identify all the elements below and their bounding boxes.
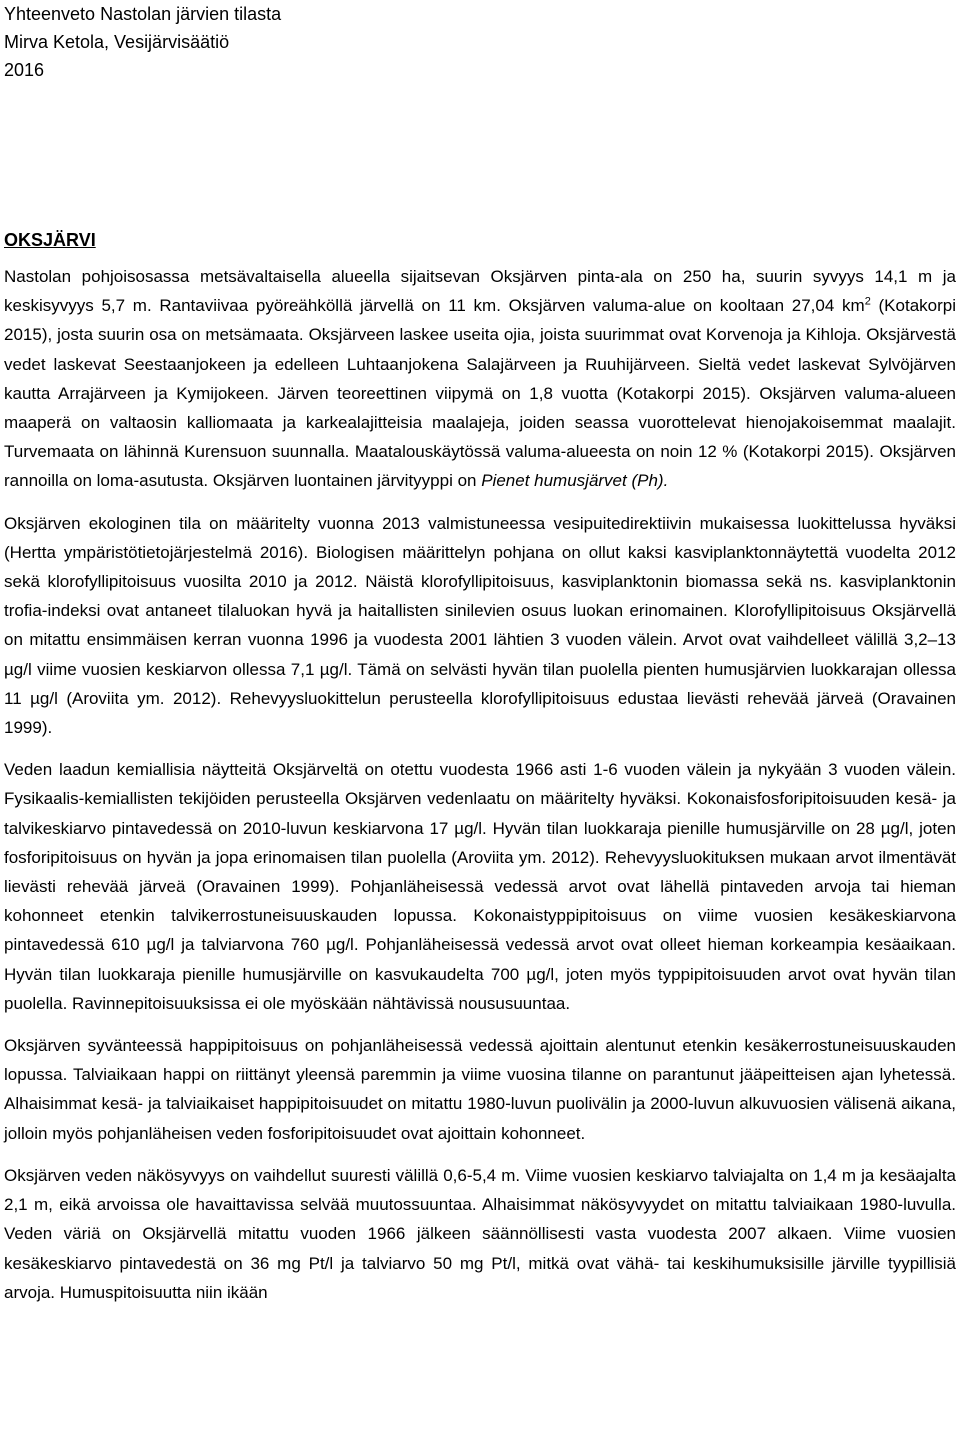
paragraph-overview-text-2: (Kotakorpi 2015), josta suurin osa on metsämaata. Oksjärveen laskee useita ojia, joista suurimmat ovat Korvenoja ja Kihloja. Oksjärvestä vedet laskevat Seestaanjokeen ja edelleen Luhtaanjokena Salajärveen ja Ruuhijärveen. Sieltä vedet laskevat Sylvöjärven kautta Arrajärveen ja Kymijokeen. Järven teoreettinen viipymä on 1,8 vuotta (Kotakorpi 2015). Oksjärven valuma-alueen maaperä on valtaosin kalliomaata ja karkealajitteisia maalajeja, joiden seassa vuorottelevat hienojakoisemmat maalajit. Turvemaata on lähinnä Kurensuon suunnalla. Maatalouskäytössä valuma-alueesta on noin 12 % (Kotakorpi 2015). Oksjärven rannoilla on loma-asutusta. Oksjärven luontainen järvityyppi on: [4, 296, 956, 491]
lake-type-italic: Pienet humusjärvet (Ph).: [481, 471, 669, 491]
document-header: [4, 0, 956, 84]
paragraph-oxygen: Oksjärven syvänteessä happipitoisuus on pohjanläheisessä vedessä ajoittain alentunut etenkin kesäkerrostuneisuuskauden lopussa. Talviaikaan happi on riittänyt yleensä paremmin ja viime vuosina tilanne on parantunut jääpeitteisen ajan lyhetessä. Alhaisimmat kesä- ja talviaikaiset happipitoisuudet on mitattu 1980-luvun puolivälin ja 2000-luvun alkuvuosien välisenä aikana, jolloin myös pohjanläheisen veden fosforipitoisuudet ovat ajoittain kohonneet.: [4, 1036, 956, 1143]
section-title: OKSJÄRVI: [4, 230, 96, 250]
paragraph-gap: [4, 742, 956, 755]
paragraph-water-quality: Veden laadun kemiallisia näytteitä Oksjärveltä on otettu vuodesta 1966 asti 1-6 vuoden välein ja nykyään 3 vuoden välein. Fysikaalis-kemiallisten tekijöiden perusteella Oksjärven vedenlaatu on määritelty hyväksi. Kokonaisfosforipitoisuuden kesä- ja talvikeskiarvo pintavedessä on 2010-luvun keskiarvona 17 µg/l. Hyvän tilan luokkaraja pienille humusjärville on 28 µg/l, joten fosforipitoisuus on hyvän ja jopa erinomaisen tilan puolella (Aroviita ym. 2012). Rehevyysluokituksen mukaan arvot ilmentävät lievästi rehevää järveä (Oravainen 1999). Pohjanläheisessä vedessä arvot ovat lähellä pintaveden arvoja tai hieman kohonneet etenkin talvikerrostuneisuuskauden lopussa. Kokonaistyppipitoisuus on viime vuosien kesäkeskiarvona pintavedessä 610 µg/l ja talviarvona 760 µg/l. Pohjanläheisessä vedessä arvot ovat olleet hieman korkeampia kesäaikaan. Hyvän tilan luokkaraja pienille humusjärville on kasvukaudelta 700 µg/l, joten myös typpipitoisuuden arvot ovat hyvän tilan puolella. Ravinnepitoisuuksissa ei ole myöskään nähtävissä noususuuntaa.: [4, 760, 956, 1013]
document-author: Mirva Ketola, Vesijärvisäätiö: [4, 32, 230, 52]
document-year: 2016: [4, 60, 45, 80]
paragraph-ecological-status: Oksjärven ekologinen tila on määritelty vuonna 2013 valmistuneessa vesipuitedirektiivin mukaisessa luokittelussa hyväksi (Hertta ympäristötietojärjestelmä 2016). Biologisen määrittelyn pohjana on ollut kaksi kasviplanktonnäytettä vuodelta 2012 sekä klorofyllipitoisuus vuosilta 2010 ja 2012. Näistä klorofyllipitoisuus, kasviplanktonin biomassa sekä ns. kasviplanktonin trofia-indeksi ovat antaneet tilaluokan hyvä ja haitallisten sinilevien osuus luokan erinomainen. Klorofyllipitoisuus Oksjärvellä on mitattu ensimmäisen kerran vuonna 1996 ja vuodesta 2001 lähtien 3 vuoden välein. Arvot ovat vaihdelleet välillä 3,2–13 µg/l viime vuosien keskiarvon ollessa 7,1 µg/l. Tämä on selvästi hyvän tilan puolella pienten humusjärvien luokkarajan ollessa 11 µg/l (Aroviita ym. 2012). Rehevyysluokittelun perusteella klorofyllipitoisuus edustaa lievästi rehevää järveä (Oravainen 1999).: [4, 513, 956, 738]
paragraph-gap: [4, 496, 956, 509]
paragraph-overview: [4, 262, 956, 496]
paragraph-gap: [4, 1148, 956, 1161]
superscript-2: 2: [864, 295, 871, 308]
paragraph-visibility: Oksjärven veden näkösyvyys on vaihdellut suuresti välillä 0,6-5,4 m. Viime vuosien keskiarvo talviajalta on 1,4 m ja kesäajalta 2,1 m, eikä arvoissa ole havaittavissa selvää muutossuuntaa. Alhaisimmat näkösyvyydet on mitattu talviaikaan 1980-luvulla. Veden väriä on Oksjärvellä mitattu vuoden 1966 jälkeen säännöllisesti vasta vuodesta 2007 alkaen. Viime vuosien kesäkeskiarvo pintavedestä on 36 mg Pt/l ja talviarvo 50 mg Pt/l, mitkä ovat vähä- tai keskihumuksisille järville tyypillisiä arvoja. Humuspitoisuutta niin ikään: [4, 1165, 956, 1302]
document-title: Yhteenveto Nastolan järvien tilasta: [4, 4, 282, 24]
document-page: [4, 0, 956, 1307]
paragraph-overview-text-1: Nastolan pohjoisosassa metsävaltaisella alueella sijaitsevan Oksjärven pinta-ala on 250 ha, suurin syvyys 14,1 m ja keskisyvyys 5,7 m. Rantaviivaa pyöreähköllä järvellä on 11 km. Oksjärven valuma-alue on kooltaan 27,04 km: [4, 267, 956, 316]
paragraph-gap: [4, 1018, 956, 1031]
